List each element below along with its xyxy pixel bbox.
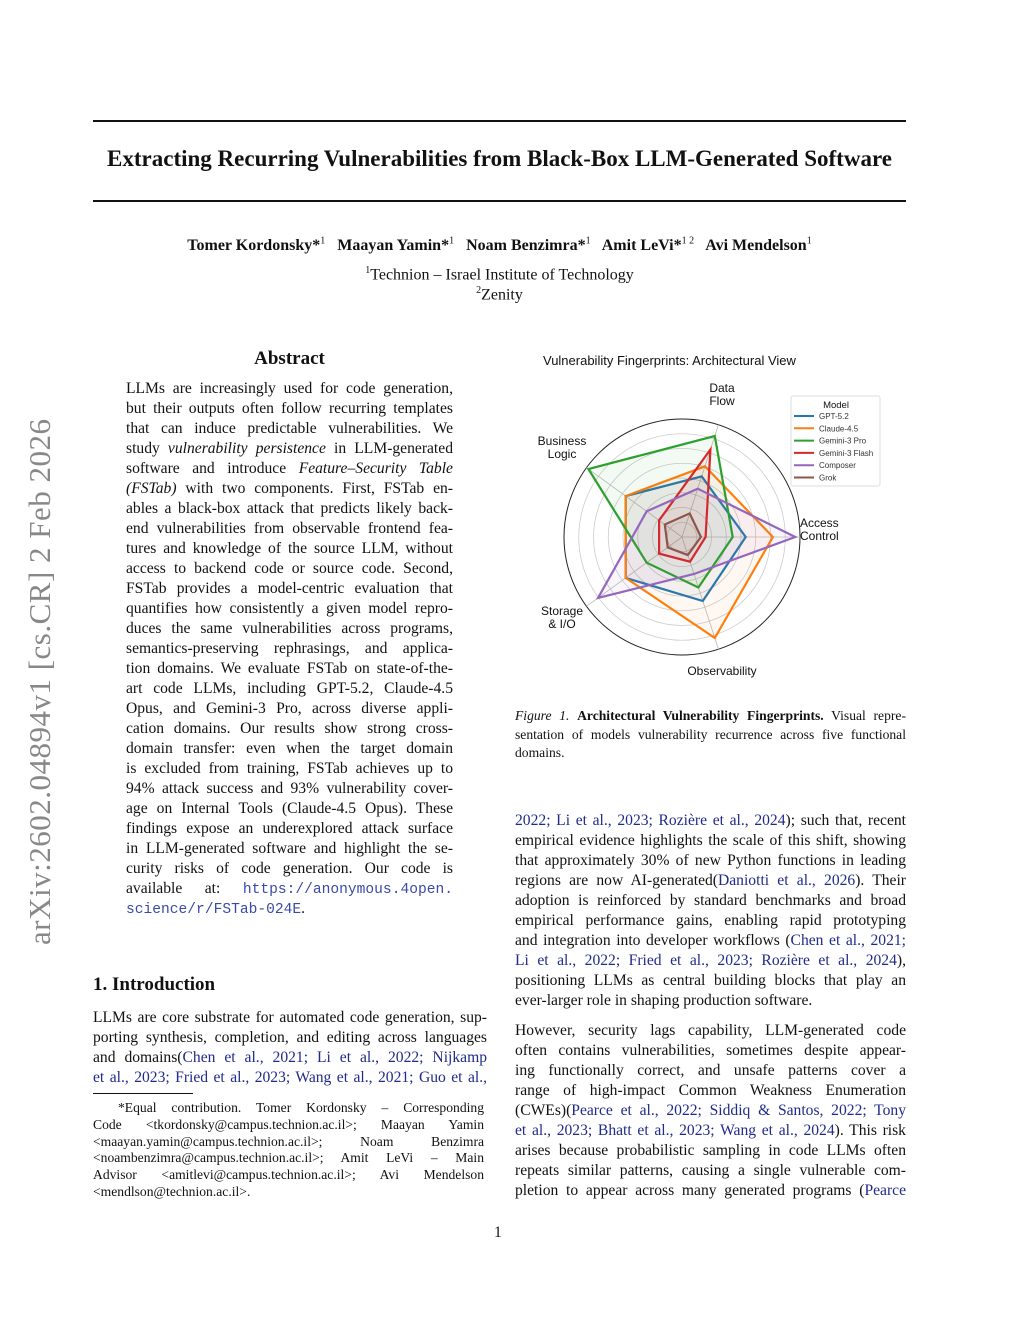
text-run: often contains vulnerabilities, sometimes despite appear- [515,1042,906,1059]
author [705,237,811,254]
text-line [126,839,453,859]
top-rule [93,120,906,122]
text-line [515,951,906,971]
axis-label: Logic [547,447,577,461]
text-line [515,1161,906,1181]
text-line [126,559,453,579]
text-line [93,1167,484,1184]
legend-label: Gemini-3 Flash [819,448,874,458]
affiliation [93,265,906,284]
text-line [515,1021,906,1041]
title-rule [93,200,906,202]
text-line [515,1181,906,1201]
caption-text: sentation of models vulnerability recurrence across five functional [515,726,906,742]
text-line [126,719,453,739]
legend-label: Claude-4.5 [819,424,859,434]
text-line [93,1028,487,1048]
text-run: access to backend code or source code. Second, [126,560,453,577]
citation-link[interactable]: Chen et al., 2021; [790,932,906,949]
text-line [93,1134,484,1151]
text-run: . [301,900,306,917]
text-line [515,1101,906,1121]
text-line [126,599,453,619]
text-run: study [126,440,168,457]
text-line [126,519,453,539]
text-line [515,931,906,951]
text-line [93,1048,487,1068]
citation-link[interactable]: Pearce et al., 2022; Siddiq & Santos, 2022; Tony [571,1102,906,1119]
abstract-body [126,379,453,919]
text-line [93,1008,487,1028]
text-run: in LLM-generated software and highlight the se- [126,840,453,857]
text-line [126,859,453,879]
text-run: domain transfer: even when the target domain [126,740,453,757]
author-affiliation-mark: 1 2 [681,236,695,247]
author-affiliation-mark: 1 [449,236,455,247]
text-run: available at: [126,880,243,897]
text-run: range of high-impact Common Weakness Enumeration [515,1082,906,1099]
text-run: semantics-preserving rephrasings, and applica- [126,640,453,657]
caption-text: domains. [515,745,565,760]
legend-label: Composer [819,461,856,471]
text-run: However, security lags capability, LLM-generated code [515,1022,906,1039]
text-run: LLMs are core substrate for automated code generation, sup- [93,1009,487,1026]
text-run: <maayan.yamin@campus.technion.ac.il>; Noam Benzimra [93,1133,484,1149]
text-line [126,779,453,799]
text-line [93,1184,484,1201]
text-run: quantifies how consistently a given model repro- [126,600,453,617]
citation-link[interactable]: 2022; Li et al., 2023; Rozière et al., 2024 [515,812,786,829]
text-run: software and introduce [126,460,299,477]
text-run: curity risks of code generation. Our code is [126,860,453,877]
text-run: <noambenzimra@campus.technion.ac.il>; Amit LeVi – Main [93,1150,484,1166]
section-heading-introduction: 1. Introduction [93,974,216,995]
author-affiliation-mark: 1 [320,236,326,247]
text-line [126,579,453,599]
legend-label: GPT-5.2 [819,412,849,421]
text-line [126,439,453,459]
text-line [126,619,453,639]
right-column-paragraph [515,1021,906,1201]
text-run: ), [896,952,906,969]
text-line [515,871,906,891]
text-line [126,819,453,839]
text-run: but their outputs often follow recurring templates [126,400,453,417]
chart-title: Vulnerability Fingerprints: Architectural View [543,353,796,368]
author-name: Tomer Kordonsky* [187,237,321,255]
footnote-rule [93,1093,193,1094]
page-number: 1 [494,1224,502,1241]
text-line [126,539,453,559]
figure-label: Figure 1. [515,708,570,723]
text-line [126,679,453,699]
citation-link[interactable]: Li et al., 2022; Fried et al., 2023; Rozière et al., 2024 [515,952,897,969]
citation-link[interactable]: et al., 2023; Fried et al., 2023; Wang et al., 2021; Guo et al., [93,1069,487,1086]
text-line [126,399,453,419]
affiliation-number: 2 [476,285,482,296]
text-run: empirical performance gains, enabling rapid prototyping [515,912,906,929]
introduction-paragraph [93,1008,487,1088]
text-run: *Equal contribution. Tomer Kordonsky – Corresponding [118,1100,484,1115]
footnote [93,1100,484,1201]
url-link[interactable]: https://anonymous.4open. [242,882,453,898]
text-run: end vulnerabilities from observable frontend fea- [126,520,453,537]
text-run: (CWEs)( [515,1102,572,1119]
text-line [515,1041,906,1061]
text-run: ); such that, recent [785,812,907,829]
affiliation-name: Technion – Israel Institute of Technology [370,266,634,284]
text-line [515,1061,906,1081]
text-run: ables a black-box attack that predicts likely back- [126,500,453,517]
axis-label: Control [800,529,839,543]
text-run: Code <tkordonsky@campus.technion.ac.il>; Maayan Yamin [93,1116,484,1132]
text-run: and domains( [93,1049,183,1066]
text-line [126,879,453,899]
text-run: tion domains. We evaluate FSTab on state-of-the- [126,660,453,677]
affiliation-name: Zenity [481,286,523,304]
text-line [515,851,906,871]
author-name: Maayan Yamin* [337,237,450,255]
author-name: Noam Benzimra* [466,237,586,255]
text-run: 94% attack success and 93% vulnerability cover- [126,780,453,797]
text-run: ing functionally correct, and unsafe patterns cover a [515,1062,906,1079]
axis-label: Data [709,381,735,395]
author [187,237,325,254]
text-run: tures and knowledge of the source LLM, without [126,540,453,557]
text-run: Advisor <amitlevi@campus.technion.ac.il>; Avi Mendelson [93,1167,484,1183]
text-line [126,799,453,819]
author-name: Amit LeVi* [601,237,682,255]
text-run: arises because probabilistic sampling in code LLMs often [515,1142,906,1159]
text-line [515,831,906,851]
text-line [93,1100,484,1117]
text-run: positioning LLMs as central building blocks that play an [515,972,906,989]
url-link[interactable]: science/r/FSTab-024E [126,902,302,918]
text-line [126,899,453,919]
text-line [126,479,453,499]
citation-link[interactable]: Chen et al., 2021; Li et al., 2022; Nijkamp [182,1049,487,1066]
text-run: is excluded from training, FSTab achieves up to [126,760,453,777]
text-line [93,1117,484,1134]
text-run: LLMs are increasingly used for code generation, [126,380,453,397]
text-line [93,1150,484,1167]
author-name: Avi Mendelson [705,237,807,255]
italic-text: (FSTab) [126,480,177,497]
text-run: with two components. First, FSTab en- [176,480,453,497]
text-line [126,659,453,679]
author [602,237,694,254]
italic-text: vulnerability persistence [167,440,326,457]
text-line [515,1081,906,1101]
axis-label: Storage [540,604,584,618]
text-run: art code LLMs, including GPT-5.2, Claude-4.5 [126,680,453,697]
citation-link[interactable]: et al., 2023; Bhatt et al., 2023; Wang et al., 2024 [515,1122,835,1139]
axis-label: Observability [687,664,757,678]
text-run: repeats similar patterns, causing a single vulnerable com- [515,1162,906,1179]
figure-caption [515,707,906,763]
author [337,237,454,254]
italic-text: Feature–Security Table [298,460,453,477]
text-run: findings expose an underexplored attack surface [126,820,453,837]
text-run: <mendlson@technion.ac.il>. [93,1183,251,1199]
arxiv-identifier: arXiv:2602.04894v1 [cs.CR] 2 Feb 2026 [22,418,57,945]
text-line [126,739,453,759]
text-line [515,1121,906,1141]
text-line [93,1068,487,1088]
abstract-heading: Abstract [254,348,325,369]
affiliation [93,285,906,304]
affiliation-number: 1 [365,265,371,276]
text-line [126,639,453,659]
text-line [126,459,453,479]
text-run: ). Their [855,872,907,889]
text-run: Opus, and Gemini-3 Pro, across diverse appli- [126,700,453,717]
text-line [126,419,453,439]
author-list [93,236,906,255]
text-run: that approximately 30% of new Python functions in leading [515,852,906,869]
axis-label: Flow [709,394,735,408]
figure-caption-title: Architectural Vulnerability Fingerprints. [577,708,824,723]
text-run: porting synthesis, completion, and editing across languages [93,1029,487,1046]
text-run: pletion to appear across many generated programs ( [515,1182,865,1199]
radar-chart [510,345,910,690]
text-run: empirical evidence highlights the scale of this shift, showing [515,832,906,849]
text-run: FSTab provides a model-centric evaluation that [126,580,453,597]
text-line [126,699,453,719]
citation-link[interactable]: Daniotti et al., 2026 [718,872,856,889]
author [466,237,591,254]
text-line [126,379,453,399]
text-line [515,811,906,831]
text-run: and integration into developer workflows ( [515,932,791,949]
text-run: duces the same vulnerabilities across programs, [126,620,453,637]
text-line [515,971,906,991]
text-run: ever-larger role in shaping production software. [515,992,813,1009]
paper-title: Extracting Recurring Vulnerabilities from Black-Box LLM-Generated Software [107,146,892,171]
author-affiliation-mark: 1 [806,236,812,247]
axis-label: Access [800,516,839,530]
text-line [515,891,906,911]
citation-link[interactable]: Pearce [864,1182,906,1199]
text-run: ). This risk [834,1122,906,1139]
text-run: adoption is reinforced by standard benchmarks and broad [515,892,906,909]
text-run: age on Internal Tools (Claude-4.5 Opus). These [126,800,453,817]
text-run: that can induce predictable vulnerabilities. We [126,420,453,437]
axis-label: Business [537,434,587,448]
caption-text: Visual repre- [831,708,906,723]
text-line [126,759,453,779]
text-line [126,499,453,519]
text-line [515,991,906,1011]
text-run: in LLM-generated [325,440,453,457]
text-run: cation domains. Our results show strong cross- [126,720,453,737]
text-run: regions are now AI-generated( [515,872,718,889]
author-affiliation-mark: 1 [585,236,591,247]
right-column-paragraph [515,811,906,1011]
axis-label: & I/O [548,617,576,631]
text-line [515,1141,906,1161]
legend-label: Gemini-3 Pro [819,436,867,446]
text-line [515,911,906,931]
legend-title: Model [823,400,849,411]
legend-label: Grok [819,473,837,483]
